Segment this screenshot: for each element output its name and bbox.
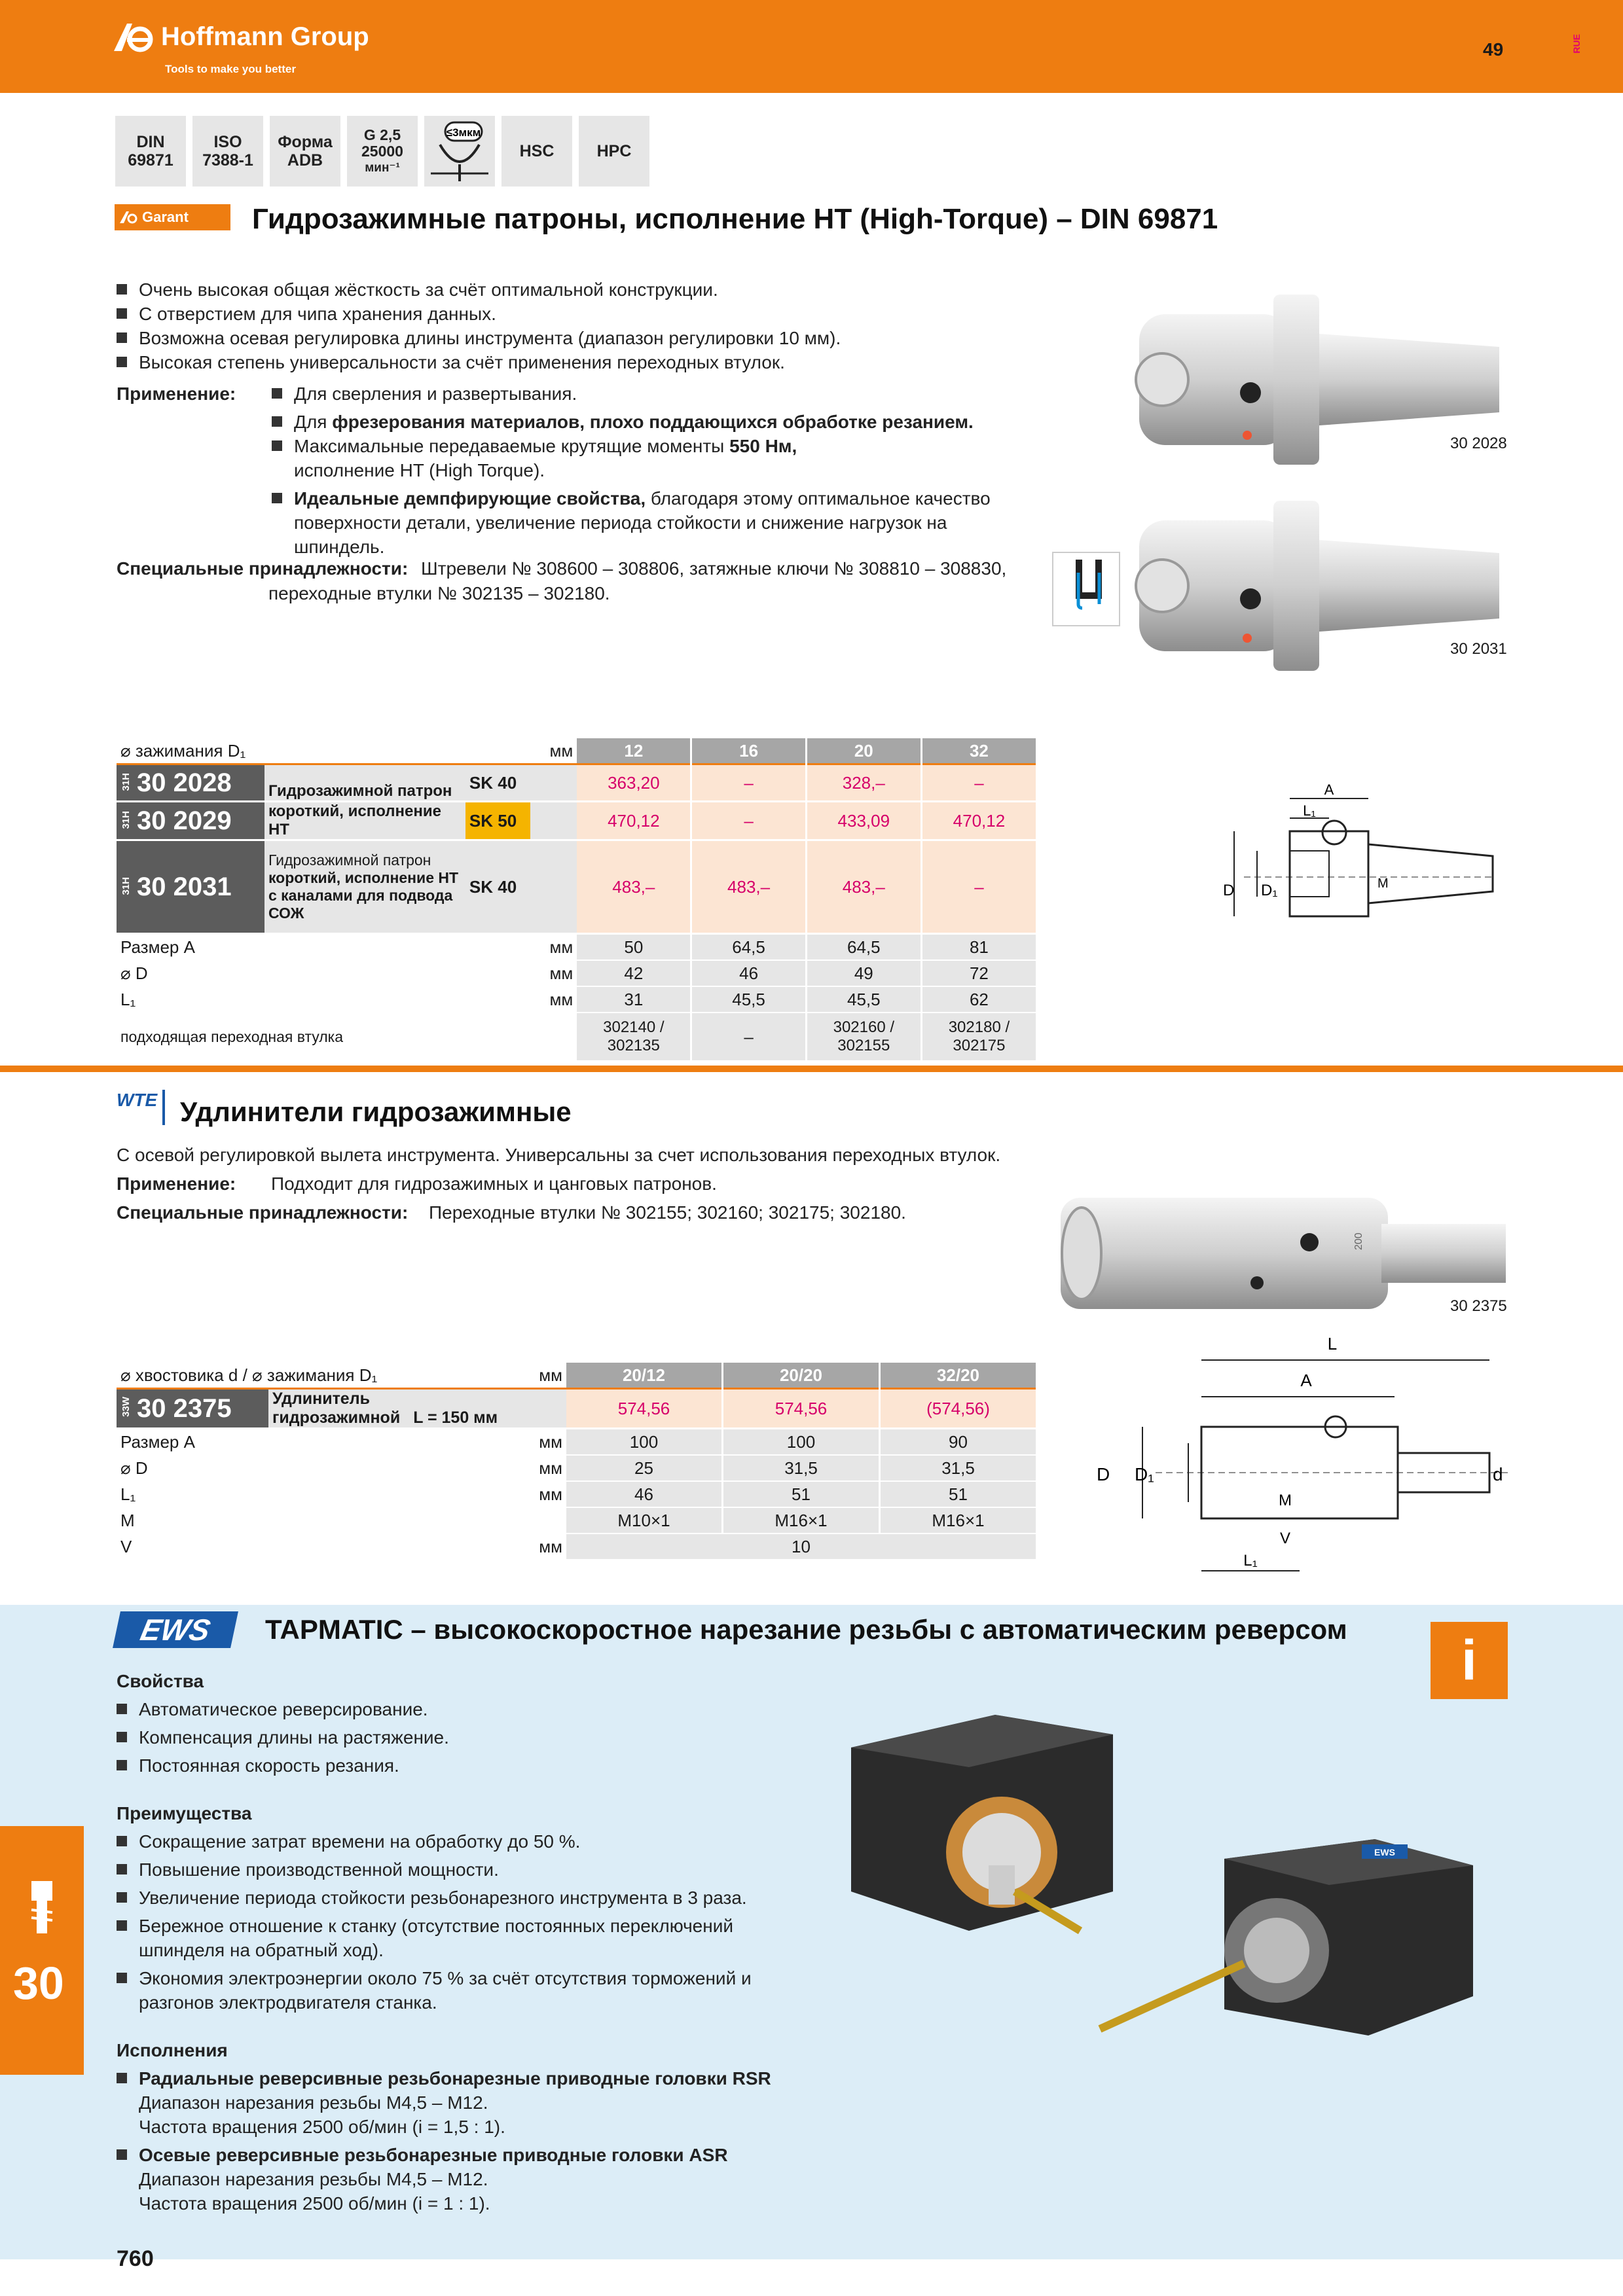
image-label-302028: 30 2028: [1450, 435, 1507, 452]
dim-row-a: Размер A мм 100 100 90: [117, 1429, 1036, 1456]
norm-hpc: HPC: [579, 116, 649, 187]
svg-text:D: D: [1097, 1464, 1110, 1484]
hoffmann-logo-icon: [113, 20, 155, 54]
norm-din: DIN 69871: [115, 116, 186, 187]
section2-app-label: Применение:: [117, 1174, 236, 1194]
norm-balance: G 2,5 25000 мин⁻¹: [347, 116, 418, 187]
brand-name: Hoffmann Group: [161, 22, 369, 51]
chapter-tab: [0, 1826, 84, 2075]
norm-form: Форма ADB: [270, 116, 340, 187]
section-divider: [0, 1066, 1623, 1072]
section1-title: Гидрозажимные патроны, исполнение HT (High-Torque) – DIN 69871: [252, 203, 1218, 235]
table-head-label: ⌀ зажимания D₁: [120, 740, 246, 761]
image-label-302031: 30 2031: [1450, 640, 1507, 658]
svg-text:D₁: D₁: [1261, 882, 1278, 899]
svg-text:A: A: [1300, 1371, 1312, 1390]
info-icon[interactable]: i: [1431, 1622, 1508, 1699]
svg-text:A: A: [1324, 781, 1334, 798]
extension-image-302375: [1054, 1191, 1512, 1316]
norm-iso: ISO 7388-1: [192, 116, 263, 187]
dim-row-l1: L₁ мм 46 51 51: [117, 1481, 1036, 1507]
brand-logo: [113, 20, 369, 54]
svg-text:D₁: D₁: [1135, 1464, 1154, 1484]
section1-body: [117, 278, 1099, 374]
dim-row-d: ⌀ D мм 25 31,5 31,5: [117, 1455, 1036, 1481]
svg-text:L: L: [1327, 1334, 1338, 1354]
table-row: 33W 30 2375 Удлинитель гидрозажимной L = 150 мм 574,56 574,56 (574,56): [117, 1389, 1036, 1429]
application-label: Применение:: [117, 384, 236, 404]
section3-title: TAPMATIC – высокоскоростное нарезание резьбы с автоматическим реверсом: [265, 1614, 1347, 1645]
feature-bullet: С отверстием для чипа хранения данных.: [117, 302, 1099, 326]
section2-title: Удлинители гидрозажимные: [180, 1096, 572, 1127]
ews-logo: EWS: [113, 1611, 238, 1648]
accessories-line2: переходные втулки № 302135 – 302180.: [268, 583, 610, 603]
section2-acc-text: Переходные втулки № 302155; 302160; 302175; 302180.: [429, 1202, 906, 1223]
feature-bullet: Высокая степень универсальности за счёт применения переходных втулок.: [117, 350, 1099, 374]
feature-bullet: Очень высокая общая жёсткость за счёт оптимальной конструкции.: [117, 278, 1099, 302]
sleeve-row: подходящая переходная втулка 302140 / 302135 – 302160 / 302155 302180 / 302175: [117, 1013, 1036, 1060]
svg-text:M: M: [1377, 876, 1389, 891]
chuck-dimension-diagram: [1218, 779, 1506, 949]
extension-table: ⌀ хвостовика d / ⌀ зажимания D₁ мм 20/12 20/20 32/20 33W 30 2375 Удлинитель гидрозажимной L = 150 мм 574,56 574,56 (574,56) Размер A мм 100 100 90 ⌀ D мм 25 31,5 31,5 L₁ мм 46 51 51 M M10×1 M16×1 M16×1 V мм 10: [117, 1363, 1036, 1560]
tapmatic-body: Свойства Автоматическое реверсирование. Компенсация длины на растяжение. Постоянная скорость резания. Преимущества Сокращение затрат времени на обработку до 50 %. Повышение производственной мощности. Увеличение периода стойкости резьбонарезного инструмента в 3 раза. Бережное отношение к станку (отсутствие постоянных переключений шпинделя на обратный ход). Экономия электроэнергии около 75 % за счёт отсутствия торможений и разгонов электродвигателя станка. Исполнения Радиальные реверсивные резьбонарезные приводные головки RSR Диапазон нарезания резьбы M4,5 – M12. Частота вращения 2500 об/мин (i = 1,5 : 1). Осевые реверсивные резьбонарезные приводные головки ASR Диапазон нарезания резьбы M4,5 – M12. Частота вращения 2500 об/мин (i = 1 : 1).: [117, 1669, 869, 2215]
svg-text:EWS: EWS: [1374, 1847, 1395, 1857]
dim-row-d: ⌀ D мм 42 46 49 72: [117, 960, 1036, 986]
dim-row-l1: L₁ мм 31 45,5 45,5 62: [117, 986, 1036, 1013]
norm-runout-icon: [424, 116, 495, 187]
section2-app-text: Подходит для гидрозажимных и цанговых патронов.: [271, 1174, 717, 1194]
section2-acc-label: Специальные принадлежности:: [117, 1202, 409, 1223]
svg-text:d: d: [1493, 1464, 1503, 1484]
norm-hsc: HSC: [501, 116, 572, 187]
dim-row-v: V мм 10: [117, 1534, 1036, 1560]
svg-text:D: D: [1223, 882, 1235, 899]
svg-text:V: V: [1280, 1530, 1291, 1547]
svg-text:200: 200: [1353, 1232, 1364, 1250]
language-code: RUE: [1571, 34, 1582, 54]
extension-dimension-diagram: [1090, 1329, 1535, 1590]
section2-line1: С осевой регулировкой вылета инструмента. Универсальны за счет использования переходных втулок.: [117, 1145, 1001, 1165]
chuck-table: ⌀ зажимания D₁ мм 12 16 20 32 31H 30 2028 Гидрозажимной патрон SK 40 363,20 – 328,– – 31H 30 2029 короткий, исполнение HT SK 50 470,12 – 433,09 470,12 31H 30 2031 Гидрозажимной патрон короткий, исполнение HT с каналами для подвода СОЖ SK 40 483,– 483,– 483,– – Размер A мм 50 64,5 64,5 81 ⌀ D мм 42 46 49 72 L₁ мм 31 45,5 45,5 62 подходящая переходная втулка 302140 / 302135 – 302160 / 302155 302180 / 302175: [117, 738, 1036, 1060]
accessories-line1: Штревели № 308600 – 308806, затяжные ключи № 308810 – 308830,: [421, 558, 1007, 579]
application-list: Для сверления и развертывания. Для фрезерования материалов, плохо поддающихся обработке резанием. Максимальные передаваемые крутящие моменты 550 Нм, исполнение HT (High Torque). Идеальные демпфирующие свойства, благодаря этому оптимальное качество поверхности детали, увеличение периода стойкости и снижение нагрузок на шпиндель.: [272, 382, 1057, 559]
dim-row-a: Размер A мм 50 64,5 64,5 81: [117, 934, 1036, 961]
chuck-image-302028: [1133, 275, 1512, 484]
dim-row-m: M M10×1 M16×1 M16×1: [117, 1507, 1036, 1534]
coolant-channel-icon: [1052, 552, 1120, 626]
table-row: 31H 30 2031 Гидрозажимной патрон короткий, исполнение HT с каналами для подвода СОЖ SK 40 483,– 483,– 483,– –: [117, 840, 1036, 934]
svg-text:L₁: L₁: [1303, 802, 1316, 819]
svg-text:L₁: L₁: [1243, 1552, 1258, 1570]
accessories-label: Специальные принадлежности:: [117, 558, 409, 579]
svg-text:≤3мкм: ≤3мкм: [446, 126, 481, 139]
svg-text:M: M: [1279, 1492, 1292, 1509]
page-number-top: 49: [1483, 39, 1504, 60]
wte-logo: WTE: [117, 1090, 165, 1125]
page-number-bottom: 760: [117, 2246, 154, 2271]
asr-head-image: [1080, 1833, 1486, 2049]
table-row: 31H 30 2028 Гидрозажимной патрон SK 40 363,20 – 328,– –: [117, 764, 1036, 802]
table-row: 31H 30 2029 короткий, исполнение HT SK 50 470,12 – 433,09 470,12: [117, 802, 1036, 840]
garant-logo: Garant: [115, 204, 230, 230]
image-label-302375: 30 2375: [1450, 1297, 1507, 1315]
garant-mark-icon: [120, 210, 138, 224]
brand-tagline: Tools to make you better: [165, 63, 296, 75]
chapter-number: 30: [13, 1958, 64, 2009]
tap-tool-icon: [22, 1880, 62, 1939]
feature-bullet: Возможна осевая регулировка длины инструмента (диапазон регулировки 10 мм).: [117, 326, 1099, 350]
